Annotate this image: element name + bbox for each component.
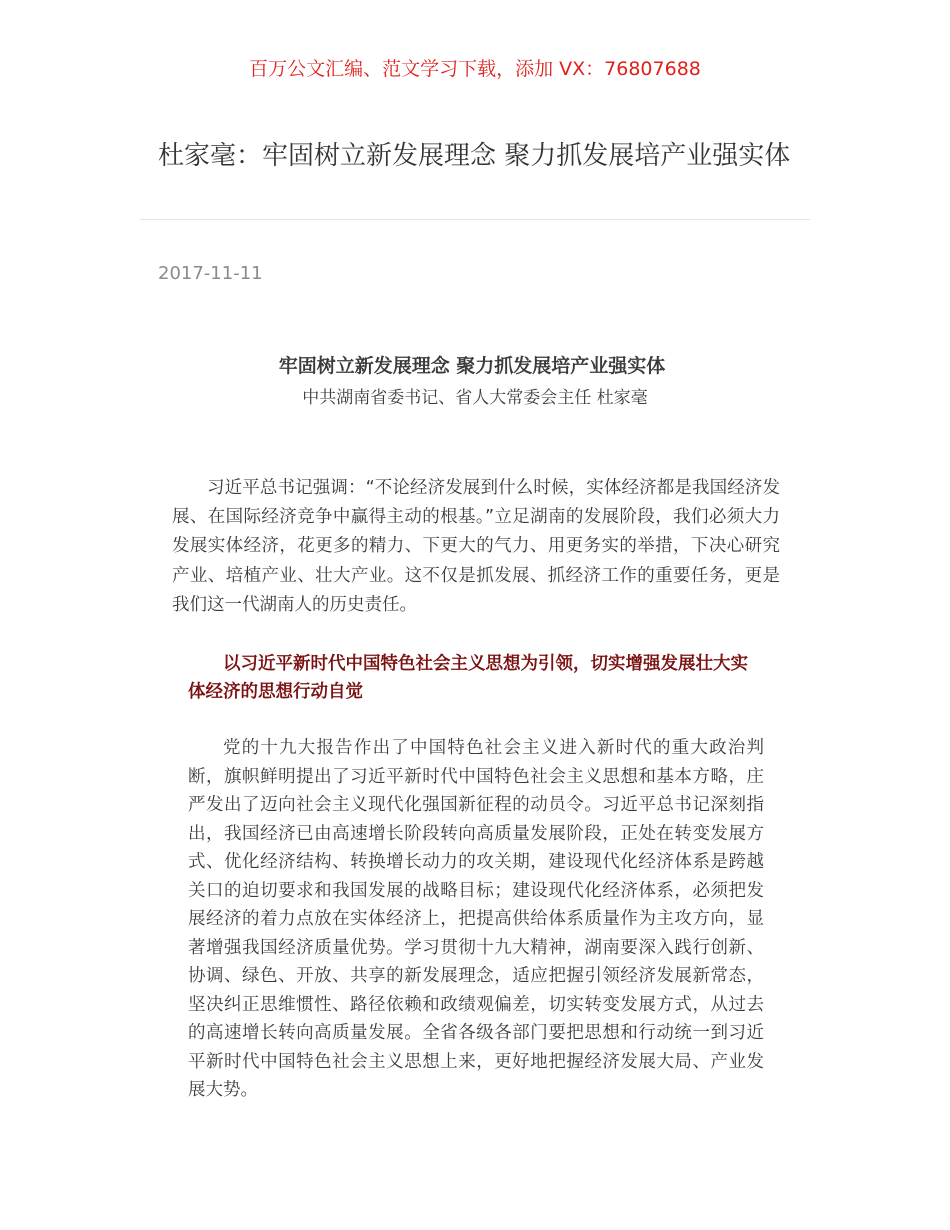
- promo-banner: 百万公文汇编、范文学习下载，添加 VX：76807688: [249, 58, 701, 80]
- article-heading: 牢固树立新发展理念 聚力抓发展培产业强实体: [278, 355, 666, 377]
- article-paragraph: 党的十九大报告作出了中国特色社会主义进入新时代的重大政治判断，旗帜鲜明提出了习近平新时代中国特色社会主义思想和基本方略，庄严发出了迈向社会主义现代化强国新征程的动员令。习近平总书记深刻指出，我国经济已由高速增长阶段转向高质量发展阶段，正处在转变发展方式、优化经济结构、转换增长动力的攻关期，建设现代化经济体系是跨越关口的迫切要求和我国发展的战略目标；建设现代化经济体系，必须把发展经济的着力点放在实体经济上，把提高供给体系质量作为主攻方向，显著增强我国经济质量优势。学习贯彻十九大精神，湖南要深入践行创新、协调、绿色、开放、共享的新发展理念，适应把握引领经济发展新常态，坚决纠正思维惯性、路径依赖和政绩观偏差，切实转变发展方式，从过去的高速增长转向高质量发展。全省各级各部门要把思想和行动统一到习近平新时代中国特色社会主义思想上来，更好地把握经济发展大局、产业发展大势。: [188, 738, 764, 1100]
- title-divider: [140, 219, 810, 220]
- section-heading: 以习近平新时代中国特色社会主义思想为引领，切实增强发展壮大实体经济的思想行动自觉: [188, 654, 748, 702]
- page-title: 杜家毫：牢固树立新发展理念 聚力抓发展培产业强实体: [158, 141, 791, 171]
- article-paragraph: 习近平总书记强调：“不论经济发展到什么时候，实体经济都是我国经济发展、在国际经济竞争中赢得主动的根基。”立足湖南的发展阶段，我们必须大力发展实体经济，花更多的精力、下更大的气力、用更务实的举措，下决心研究产业、培植产业、壮大产业。这不仅是抓发展、抓经济工作的重要任务，更是我们这一代湖南人的历史责任。: [172, 478, 780, 615]
- article-author: 中共湖南省委书记、省人大常委会主任 杜家毫: [302, 388, 648, 408]
- publish-date: 2017-11-11: [158, 263, 263, 284]
